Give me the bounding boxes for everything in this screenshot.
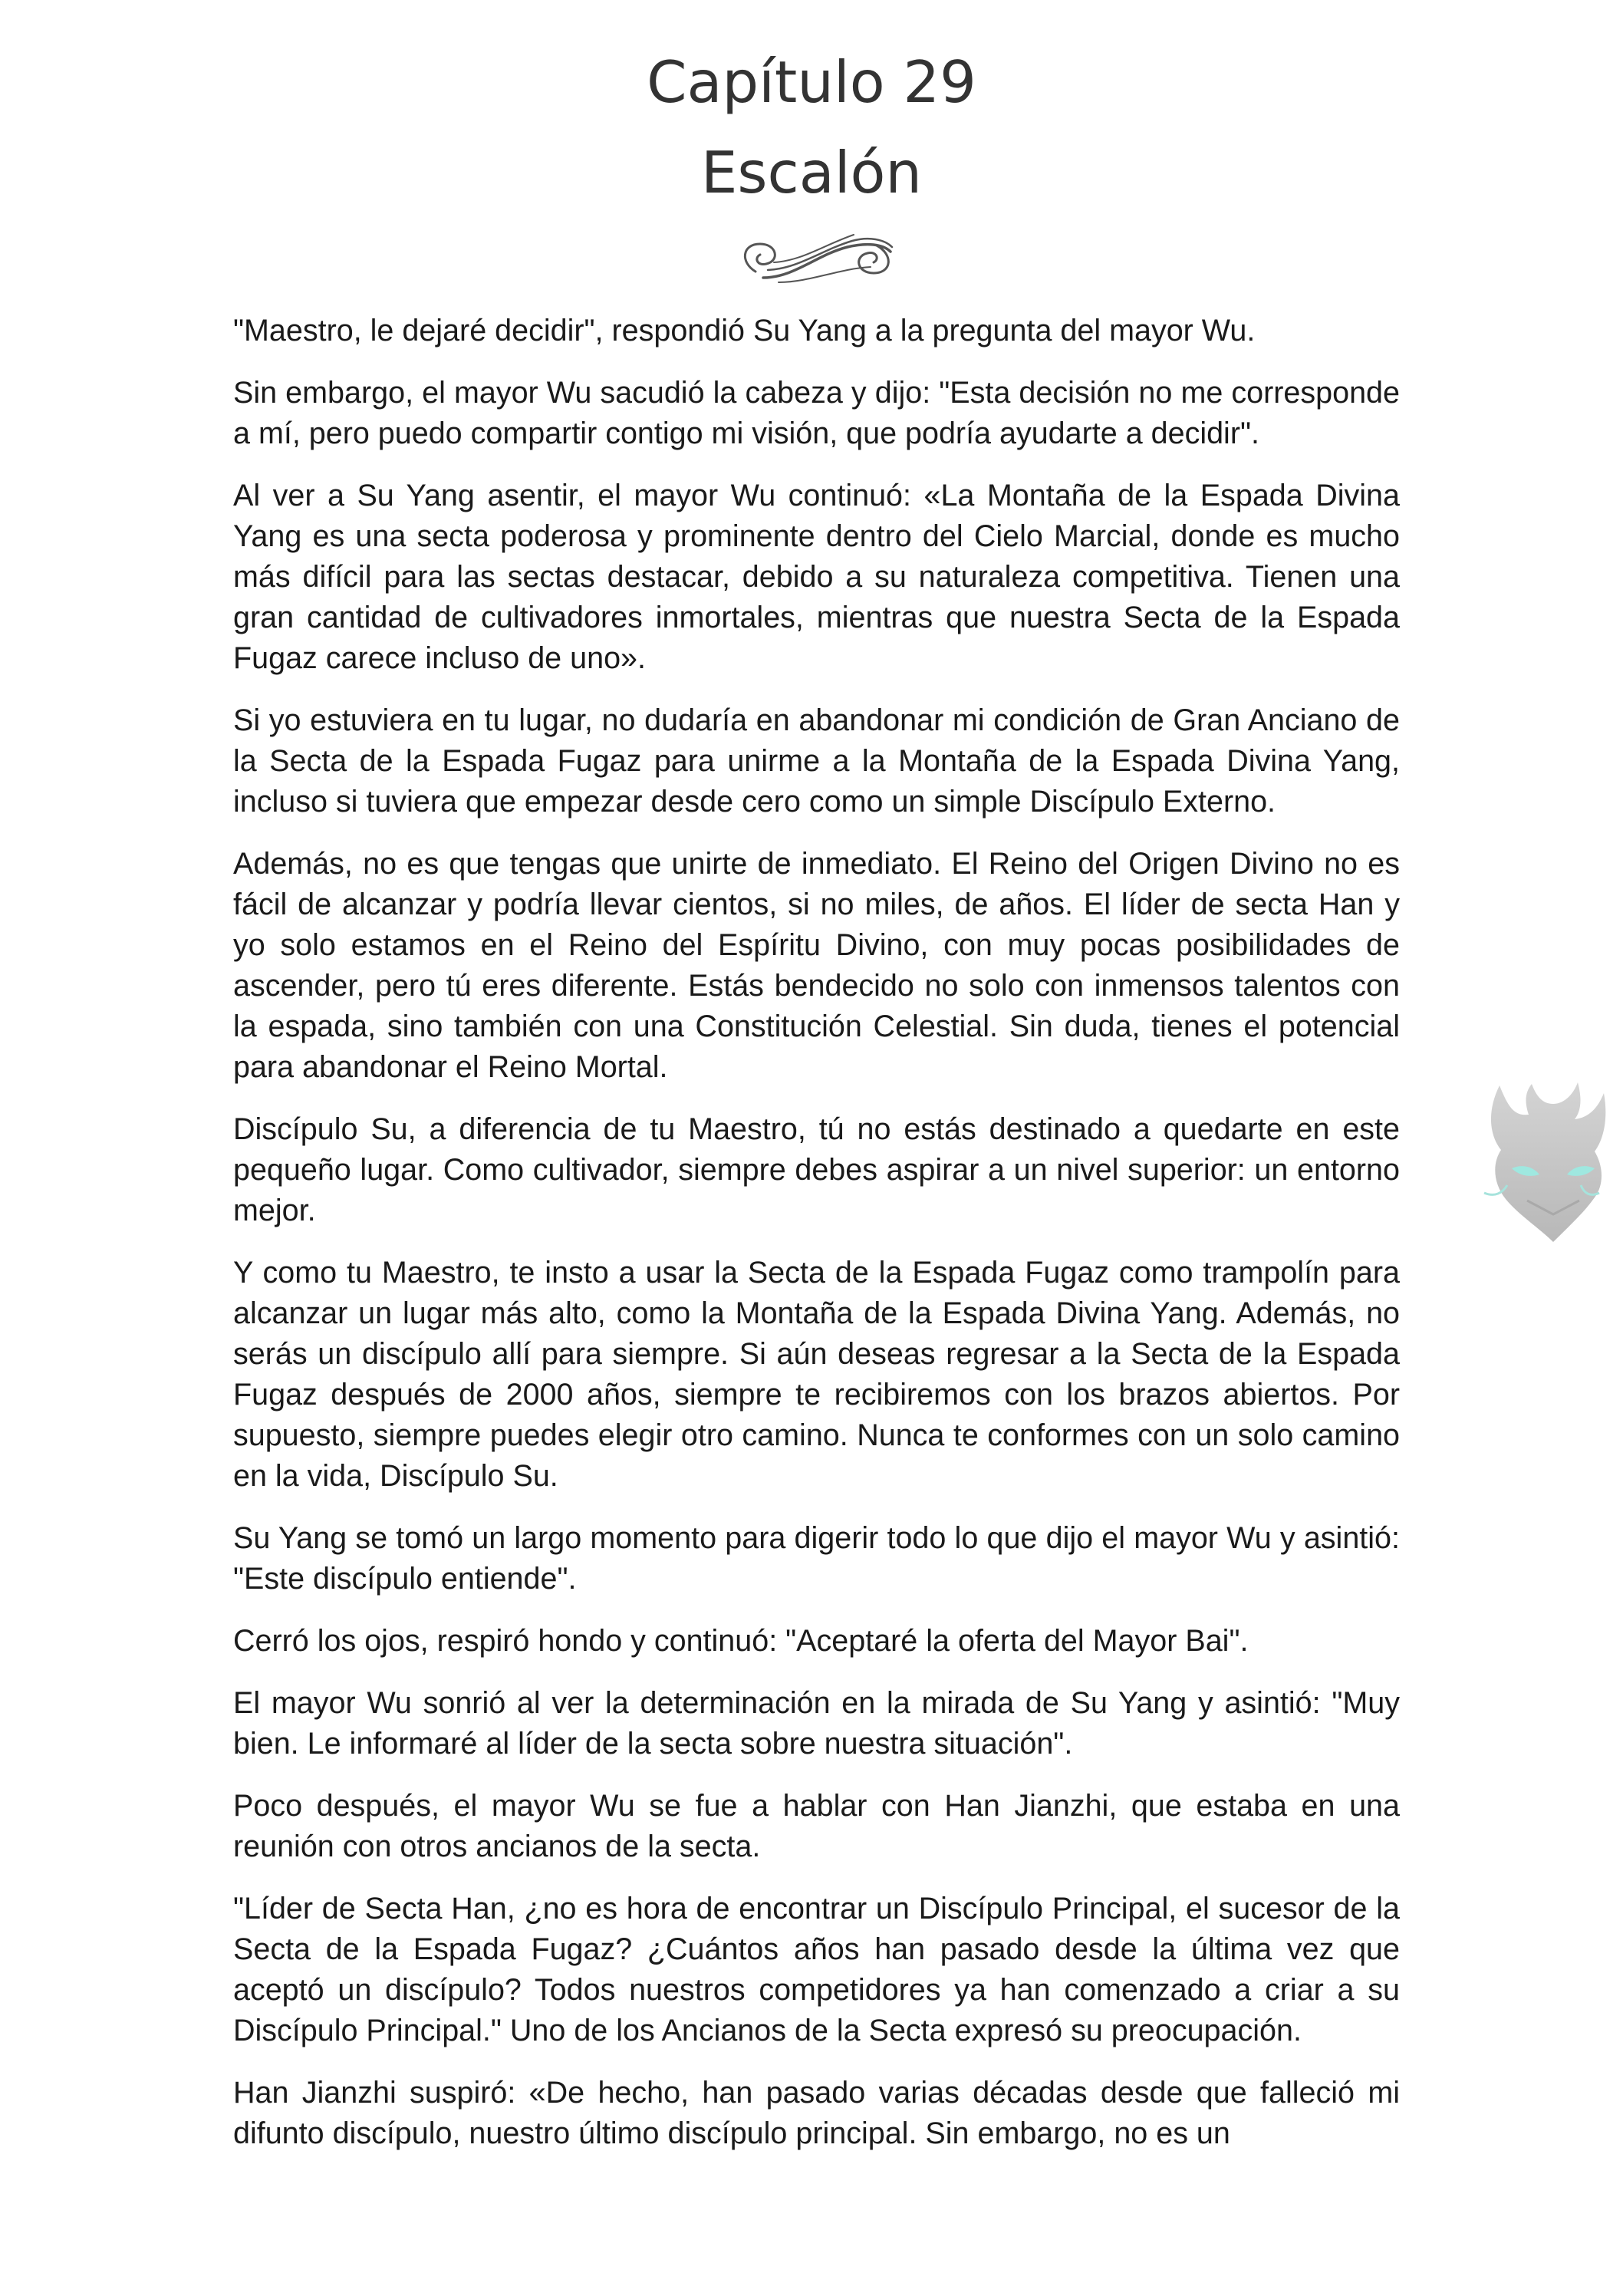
demon-head-icon [1469, 1078, 1615, 1247]
chapter-body [233, 311, 1400, 2176]
chapter-number: Capítulo 29 [647, 48, 976, 116]
paragraph: Sin embargo, el mayor Wu sacudió la cabeza y dijo: "Esta decisión no me corresponde a mí, pero puedo compartir contigo mi visión, que podría ayudarte a decidir". [233, 376, 1400, 450]
paragraph: Y como tu Maestro, te insto a usar la Secta de la Espada Fugaz como trampolín para alcanzar un lugar más alto, como la Montaña de la Espada Divina Yang. Además, no serás un discípulo allí para siempre. Si aún deseas regresar a la Secta de la Espada Fugaz después de 2000 años, siempre te recibiremos con los brazos abiertos. Por supuesto, siempre puedes elegir otro camino. Nunca te conformes con un solo camino en la vida, Discípulo Su. [233, 1256, 1400, 1493]
paragraph: Al ver a Su Yang asentir, el mayor Wu continuó: «La Montaña de la Espada Divina Yang es una secta poderosa y prominente dentro del Cielo Marcial, donde es mucho más difícil para las sectas destacar, debido a su naturaleza competitiva. Tienen una gran cantidad de cultivadores inmortales, mientras que nuestra Secta de la Espada Fugaz carece incluso de uno». [233, 479, 1400, 675]
paragraph: Poco después, el mayor Wu se fue a hablar con Han Jianzhi, que estaba en una reunión con otros ancianos de la secta. [233, 1789, 1400, 1863]
chapter-header [0, 37, 1623, 218]
paragraph: Han Jianzhi suspiró: «De hecho, han pasado varias décadas desde que falleció mi difunto discípulo, nuestro último discípulo principal. Sin embargo, no es un [233, 2076, 1400, 2150]
flourish-divider-icon [732, 224, 900, 293]
paragraph: Además, no es que tengas que unirte de inmediato. El Reino del Origen Divino no es fácil de alcanzar y podría llevar cientos, si no miles, de años. El líder de secta Han y yo solo estamos en el Reino del Espíritu Divino, con muy pocas posibilidades de ascender, pero tú eres diferente. Estás bendecido no solo con inmensos talentos con la espada, sino también con una Constitución Celestial. Sin duda, tienes el potencial para abandonar el Reino Mortal. [233, 847, 1400, 1084]
paragraph: El mayor Wu sonrió al ver la determinación en la mirada de Su Yang y asintió: "Muy bien. Le informaré al líder de la secta sobre nuestra situación". [233, 1686, 1400, 1761]
paragraph: Su Yang se tomó un largo momento para digerir todo lo que dijo el mayor Wu y asintió: "Este discípulo entiende". [233, 1521, 1400, 1596]
paragraph: Si yo estuviera en tu lugar, no dudaría en abandonar mi condición de Gran Anciano de la Secta de la Espada Fugaz para unirme a la Montaña de la Espada Divina Yang, incluso si tuviera que empezar desde cero como un simple Discípulo Externo. [233, 703, 1400, 819]
paragraph: Discípulo Su, a diferencia de tu Maestro, tú no estás destinado a quedarte en este pequeño lugar. Como cultivador, siempre debes aspirar a un nivel superior: un entorno mejor. [233, 1112, 1400, 1227]
chapter-title: Escalón [701, 139, 922, 206]
paragraph: "Líder de Secta Han, ¿no es hora de encontrar un Discípulo Principal, el sucesor de la Secta de la Espada Fugaz? ¿Cuántos años han pasado desde la última vez que aceptó un discípulo? Todos nuestros competidores ya han comenzado a criar a su Discípulo Principal." Uno de los Ancianos de la Secta expresó su preocupación. [233, 1892, 1400, 2047]
paragraph: Cerró los ojos, respiró hondo y continuó: "Aceptaré la oferta del Mayor Bai". [233, 1624, 1249, 1658]
paragraph: "Maestro, le dejaré decidir", respondió Su Yang a la pregunta del mayor Wu. [233, 314, 1256, 348]
